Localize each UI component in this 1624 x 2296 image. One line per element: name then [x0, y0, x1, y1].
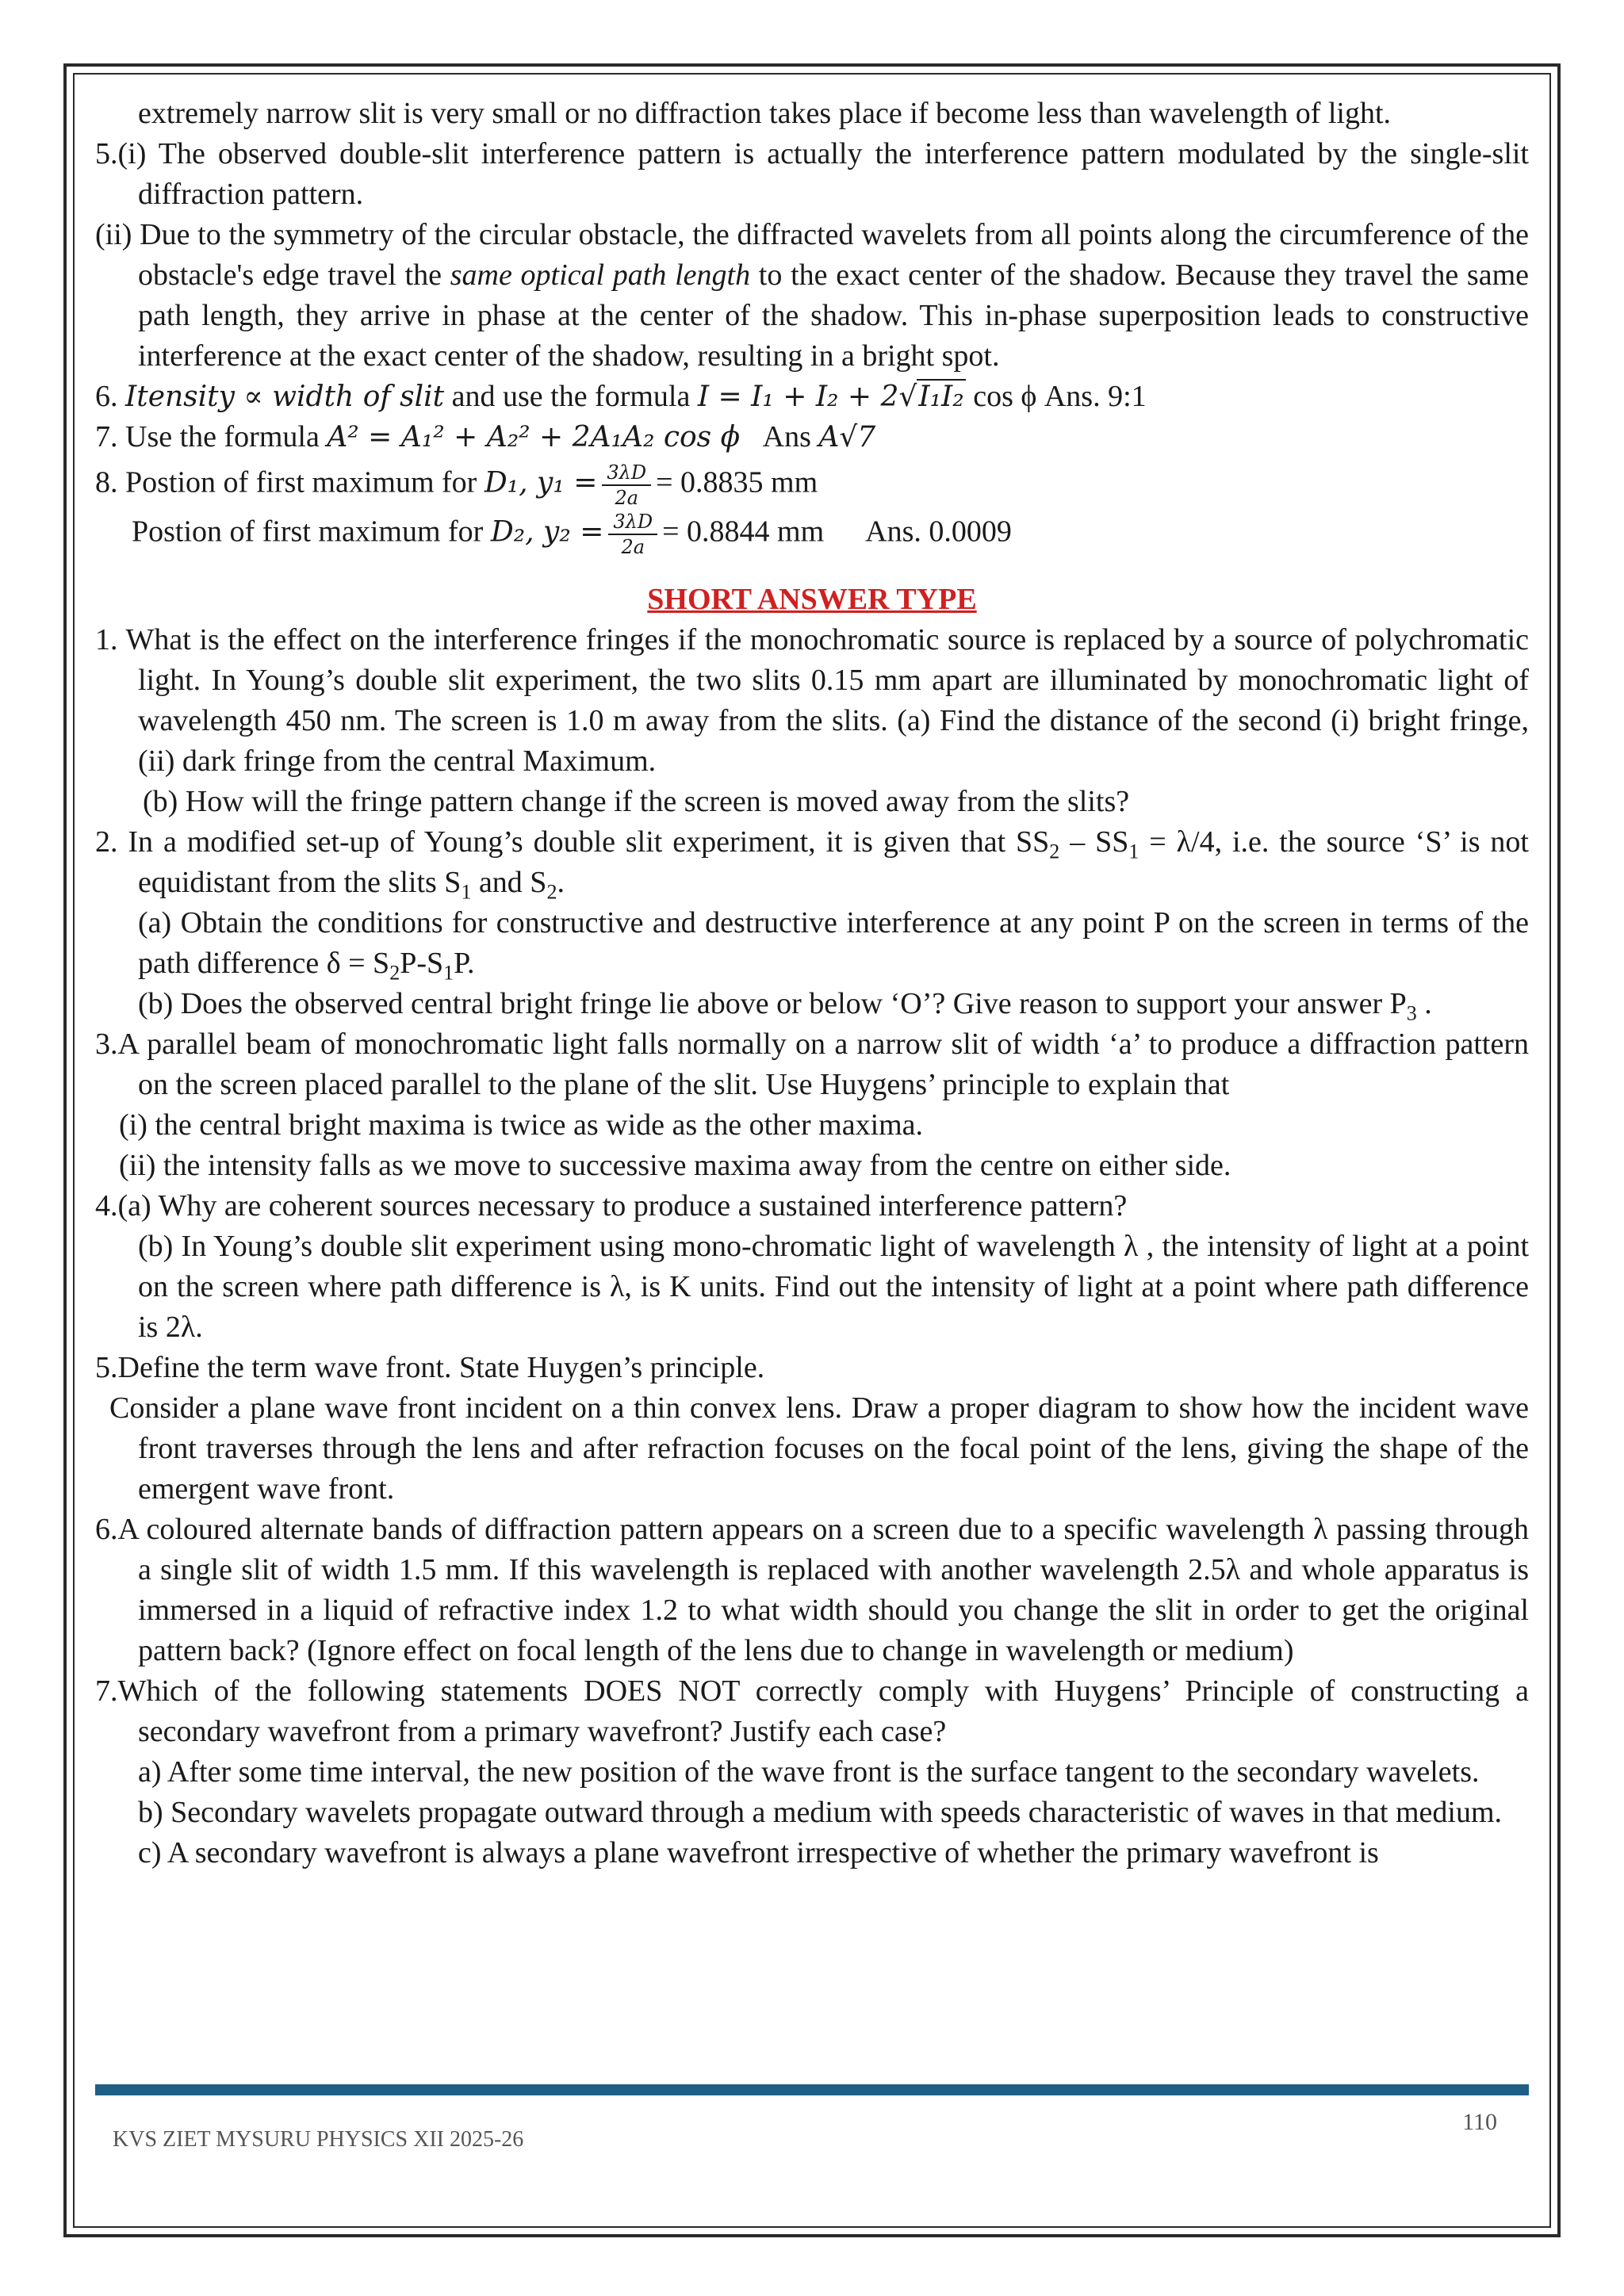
- answer-8-line-1: 8. Postion of first maximum for D₁, y₁ = $\frac{3\lambda D}{2a}$ = 0.8835 mm: [95, 461, 818, 509]
- question-7-option-c: c) A secondary wavefront is always a plane wavefront irrespective of whether the primary wavefront is: [138, 1836, 1379, 1869]
- page-number: 110: [1462, 2109, 1497, 2135]
- question-4b: (b) In Young’s double slit experiment using mono-chromatic light of wavelength λ , the intensity of light at a point on the screen where path difference is λ, is K units. Find out the intensity of light at a point where path difference is 2λ.: [138, 1230, 1529, 1344]
- question-2b: (b) Does the observed central bright fringe lie above or below ‘O’? Give reason to support your answer $P_3$ .: [138, 987, 1432, 1025]
- footer-text: KVS ZIET MYSURU PHYSICS XII 2025-26: [113, 2127, 524, 2152]
- fraction: $\frac{3\lambda D}{2a}$: [602, 461, 651, 510]
- question-1: 1. What is the effect on the interference fringes if the monochromatic source is replaced by a source of polychromatic light. In Young’s double slit experiment, the two slits 0.15 mm apart are illuminated by monochromatic light of wavelength 450 nm. The screen is 1.0 m away from the slits. (a) Find the distance of the second (i) bright fringe, (ii) dark fringe from the central Maximum.: [95, 623, 1529, 778]
- question-6: 6.A coloured alternate bands of diffraction pattern appears on a screen due to a specific wavelength λ passing through a single slit of width 1.5 mm. If this wavelength is replaced with another wavelength 2.5λ and whole apparatus is immersed in a liquid of refractive index 1.2 to what width should you change the slit in order to get the original pattern back? (Ignore effect on focal length of the lens due to change in wavelength or medium): [95, 1513, 1529, 1667]
- page-content: [95, 94, 1529, 1873]
- question-2a: (a) Obtain the conditions for constructive and destructive interference at any point P on the screen in terms of the path difference $\delta = S_2P-S_1P$.: [138, 906, 1529, 985]
- question-7: 7.Which of the following statements DOES NOT correctly comply with Huygens’ Principle of constructing a secondary wavefront from a primary wavefront? Justify each case?: [95, 1674, 1529, 1748]
- emphasis-text: same optical path length: [450, 258, 751, 292]
- question-3-i: (i) the central bright maxima is twice as wide as the other maxima.: [119, 1108, 924, 1142]
- answer-8-line-2: Postion of first maximum for D₂, y₂ = $\frac{3\lambda D}{2a}$ = 0.8844 mm Ans. 0.0009: [132, 511, 1012, 558]
- question-7-option-a: a) After some time interval, the new position of the wave front is the surface tangent to the secondary wavelets.: [138, 1755, 1480, 1789]
- answer-4-continuation: extremely narrow slit is very small or no diffraction takes place if become less than wavelength of light.: [138, 97, 1392, 130]
- question-1b: (b) How will the fringe pattern change if the screen is moved away from the slits?: [143, 785, 1130, 818]
- answer-6: 6. Itensity ∝ width of slit and use the formula I = I₁ + I₂ + 2√I₁I₂ cos ϕ Ans. 9:1: [95, 380, 1147, 413]
- answer-7: 7. Use the formula A² = A₁² + A₂² + 2A₁A₂ cos ϕ Ans A√7: [95, 420, 876, 453]
- section-title: SHORT ANSWER TYPE: [647, 583, 977, 616]
- answer-5-i: 5.(i) The observed double-slit interference pattern is actually the interference pattern modulated by the single-slit diffraction pattern.: [95, 137, 1529, 211]
- question-2: 2. In a modified set-up of Young’s double slit experiment, it is given that $SS_2 - SS_1 = \lambda/4$, i.e. the source ‘S’ is not equidistant from the slits $S_1$ and $S_2$.: [95, 825, 1529, 904]
- question-3: 3.A parallel beam of monochromatic light falls normally on a narrow slit of width ‘a’ to produce a diffraction pattern on the screen placed parallel to the plane of the slit. Use Huygens’ principle to explain that: [95, 1027, 1529, 1101]
- question-5b: Consider a plane wave front incident on a thin convex lens. Draw a proper diagram to show how the incident wave front traverses through the lens and after refraction focuses on the focal point of the lens, giving the shape of the emergent wave front.: [109, 1391, 1529, 1506]
- question-3-ii: (ii) the intensity falls as we move to successive maxima away from the centre on either side.: [119, 1149, 1231, 1182]
- answer-5-ii: (ii) Due to the symmetry of the circular obstacle, the diffracted wavelets from all points along the circumference of the obstacle's edge travel the same optical path length to the exact center of the shadow. Because they travel the same path length, they arrive in phase at the center of the shadow. This in-phase superposition leads to constructive interference at the exact center of the shadow, resulting in a bright spot.: [95, 218, 1529, 373]
- question-5: 5.Define the term wave front. State Huygen’s principle.: [95, 1351, 765, 1384]
- footer-rule: [95, 2084, 1529, 2095]
- question-7-option-b: b) Secondary wavelets propagate outward through a medium with speeds characteristic of waves in that medium.: [138, 1796, 1503, 1829]
- question-4a: 4.(a) Why are coherent sources necessary to produce a sustained interference pattern?: [95, 1189, 1128, 1223]
- fraction: $\frac{3\lambda D}{2a}$: [608, 510, 657, 559]
